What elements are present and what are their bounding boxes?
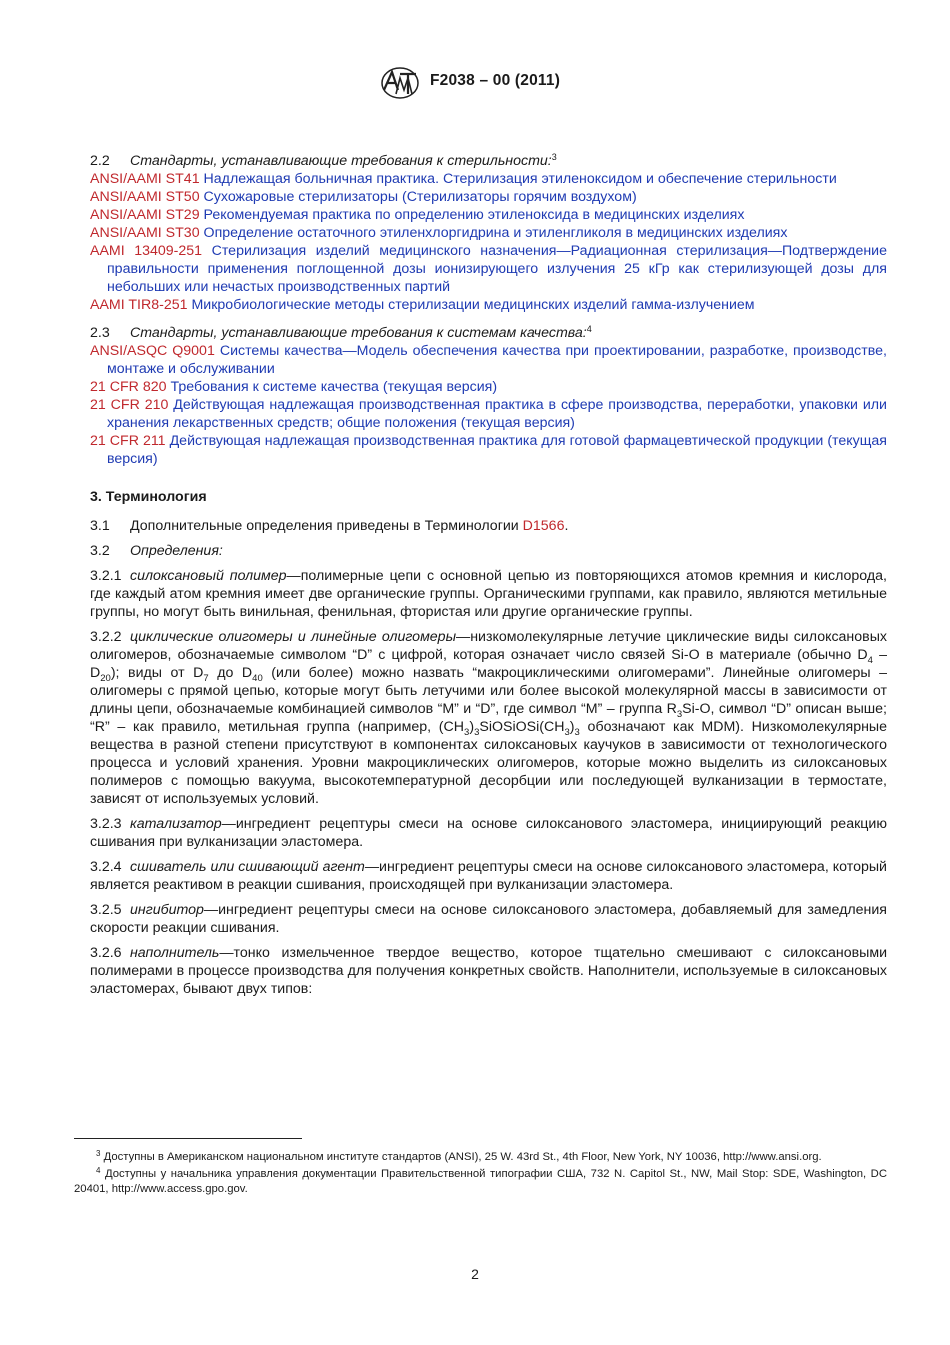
subscript: 20 bbox=[100, 672, 111, 684]
definition-text: ) bbox=[569, 719, 575, 735]
footnote-number: 4 bbox=[96, 1166, 101, 1175]
defined-term: наполнитель bbox=[130, 945, 220, 961]
definition-text: —тонко измельченное твердое вещество, которое тщательно смешивают с силоксановыми полимерами в процессе производства для получения конкретных свойств. Наполнители, используемые в силоксановых эластомерах, бывают двух типов: bbox=[90, 945, 887, 997]
section-number: 2.3 bbox=[90, 325, 110, 341]
definition-text: —полимерные цепи с основной цепью из повторяющихся атомов кремния и кислорода, где каждый атом кремния имеет две органические группы. Органическими группами, как правило, являются метильные группы, но могут быть винильная, фенильная, фтористая или другие органические группы. bbox=[90, 568, 887, 620]
page-number: 2 bbox=[471, 1266, 479, 1282]
footnote-item bbox=[74, 1150, 887, 1165]
definition-text: обозначают как MDM). Низкомолекулярные вещества в разной степени присутствуют в компонентах силоксановых каучуков в зависимости от технологического процесса и условий хранения. Уровни макроциклических олигомеров, которые можно выделить из силоксановых полимеров с помощью вакуума, высокотемпературной десорбции или последующей вулканизации в термостате, зависят от используемых условий. bbox=[90, 719, 888, 807]
reference-item bbox=[90, 188, 887, 206]
reference-code[interactable]: ANSI/AAMI ST30 bbox=[90, 225, 200, 241]
reference-code[interactable]: AAMI TIR8-251 bbox=[90, 297, 188, 313]
paragraph-number: 3.2 bbox=[90, 543, 110, 559]
reference-code[interactable]: ANSI/AAMI ST41 bbox=[90, 171, 200, 187]
defined-term: катализатор bbox=[130, 816, 222, 832]
section-title: Стандарты, устанавливающие требования к системам качества: bbox=[130, 325, 587, 341]
definition-text: ) bbox=[469, 719, 475, 735]
reference-code[interactable]: ANSI/AAMI ST50 bbox=[90, 189, 200, 205]
terminology-link[interactable]: D1566 bbox=[522, 518, 565, 534]
reference-title[interactable]: Определение остаточного этиленхлоргидрина и этиленгликоля в медицинских изделиях bbox=[203, 225, 788, 241]
definition-text: Si-O, символ “D” описан выше; “R” – как правило, метильная группа (например, (CH bbox=[90, 701, 887, 735]
reference-item bbox=[90, 170, 887, 188]
paragraph-number: 3.2.5 bbox=[90, 902, 122, 918]
reference-item bbox=[90, 378, 887, 396]
subscript: 3 bbox=[676, 708, 683, 720]
section-2-3-heading bbox=[90, 324, 887, 342]
paragraph-number: 3.2.6 bbox=[90, 945, 122, 961]
reference-code[interactable]: ANSI/ASQC Q9001 bbox=[90, 343, 215, 359]
defined-term: сшиватель или сшивающий агент bbox=[130, 859, 365, 875]
paragraph-3-2-2 bbox=[90, 628, 887, 808]
paragraph-3-2-6 bbox=[90, 944, 887, 998]
paragraph-number: 3.2.1 bbox=[90, 568, 122, 584]
reference-title[interactable]: Действующая надлежащая производственная практика для готовой фармацевтической продукции (текущая версия) bbox=[107, 433, 887, 467]
definition-text: – D bbox=[90, 647, 887, 681]
subscript: 4 bbox=[867, 654, 873, 666]
main-content bbox=[90, 152, 887, 1005]
reference-title[interactable]: Системы качества—Модель обеспечения качества при проектировании, разработке, производстве, монтаже и обслуживании bbox=[107, 343, 887, 377]
paragraph-3-2-1 bbox=[90, 567, 887, 621]
paragraph-number: 3.2.4 bbox=[90, 859, 122, 875]
reference-item bbox=[90, 224, 887, 242]
subscript: 3 bbox=[464, 726, 470, 738]
definition-text: —ингредиент рецептуры смеси на основе силоксанового эластомера, инициирующий реакцию сшивания при вулканизации эластомера. bbox=[90, 816, 887, 850]
reference-code[interactable]: 21 CFR 211 bbox=[90, 433, 166, 449]
footnote-ref: 3 bbox=[551, 152, 557, 162]
defined-term: силоксановый полимер bbox=[130, 568, 287, 584]
subscript: 3 bbox=[564, 726, 570, 738]
definition-text: (или более) можно назвать “макроциклическими олигомерами”. Линейные олигомеры – олигомеры с прямой цепью, которые могут быть летучими или более высокой молекулярной массы в зависимости от длины цепи, обозначаемые комбинацией символов “M” и “D”, где символ “M” – группа R bbox=[90, 665, 887, 717]
footnote-ref: 4 bbox=[586, 324, 592, 334]
paragraph-3-2-3 bbox=[90, 815, 887, 851]
footnote-text: Доступны в Американском национальном институте стандартов (ANSI), 25 W. 43rd St., 4th Floor, New York, NY 10036, http://www.ansi.org. bbox=[103, 1151, 822, 1163]
footnote-text: Доступны у начальника управления документации Правительственной типографии США, 732 N. Capitol St., NW, Mail Stop: SDE, Washington, DC 20401, http://www.access.gpo.gov. bbox=[74, 1168, 887, 1195]
reference-code[interactable]: AAMI 13409-251 bbox=[90, 243, 203, 259]
paragraph-number: 3.1 bbox=[90, 518, 110, 534]
reference-title[interactable]: Надлежащая больничная практика. Стерилизация этиленоксидом и обеспечение стерильности bbox=[203, 171, 837, 187]
footnote-divider bbox=[74, 1138, 302, 1139]
definition-text: до D bbox=[208, 665, 253, 681]
reference-title[interactable]: Действующая надлежащая производственная практика в сфере производства, переработки, упаковки или хранения лекарственных средств; общие положения (текущая версия) bbox=[107, 397, 887, 431]
definition-text: —низкомолекулярные летучие циклические виды силоксановых олигомеров, обозначаемые символом “D” с цифрой, которая означает число связей Si-O в материале (обычно D bbox=[90, 629, 887, 663]
subscript: 3 bbox=[474, 726, 480, 738]
section-2-2-heading bbox=[90, 152, 887, 170]
footnote-item bbox=[74, 1167, 887, 1197]
paragraph-3-2 bbox=[90, 542, 887, 560]
definition-text: —ингредиент рецептуры смеси на основе силоксанового эластомера, добавляемый для замедления скорости реакции сшивания. bbox=[90, 902, 887, 936]
page-header bbox=[0, 62, 950, 102]
reference-item bbox=[90, 206, 887, 224]
quality-standards-list bbox=[90, 342, 887, 468]
reference-code[interactable]: 21 CFR 820 bbox=[90, 379, 167, 395]
footnote-number: 3 bbox=[96, 1149, 101, 1158]
punctuation: . bbox=[564, 518, 569, 534]
astm-logo-icon bbox=[378, 66, 422, 100]
reference-code[interactable]: 21 CFR 210 bbox=[90, 397, 169, 413]
document-id: F2038 – 00 (2011) bbox=[430, 72, 561, 89]
subscript: 3 bbox=[574, 726, 580, 738]
section-3-heading: 3. Терминология bbox=[90, 489, 207, 505]
paragraph-text: Дополнительные определения приведены в Терминологии bbox=[130, 518, 523, 534]
paragraph-3-2-4 bbox=[90, 858, 887, 894]
paragraph-number: 3.2.3 bbox=[90, 816, 122, 832]
reference-title[interactable]: Требования к системе качества (текущая версия) bbox=[170, 379, 498, 395]
reference-item bbox=[90, 242, 887, 296]
section-number: 2.2 bbox=[90, 153, 110, 169]
reference-title[interactable]: Микробиологические методы стерилизации медицинских изделий гамма-излучением bbox=[191, 297, 755, 313]
paragraph-number: 3.2.2 bbox=[90, 629, 122, 645]
reference-item bbox=[90, 396, 887, 432]
reference-title[interactable]: Сухожаровые стерилизаторы (Стерилизаторы горячим воздухом) bbox=[203, 189, 637, 205]
paragraph-text: Определения: bbox=[130, 543, 223, 559]
subscript: 7 bbox=[203, 672, 209, 684]
paragraph-3-2-5 bbox=[90, 901, 887, 937]
defined-term: циклические олигомеры и линейные олигомеры bbox=[130, 629, 457, 645]
section-title: Стандарты, устанавливающие требования к стерильности: bbox=[130, 153, 552, 169]
paragraph-3-1 bbox=[90, 517, 887, 535]
definition-text: ); виды от D bbox=[110, 665, 204, 681]
reference-title[interactable]: Стерилизация изделий медицинского назначения—Радиационная стерилизация—Подтверждение правильности применения поглощенной дозы ионизирующего излучения 25 кГр как стерилизующей дозы для небольших или нечастых производственных партий bbox=[107, 243, 887, 295]
sterility-standards-list bbox=[90, 170, 887, 314]
reference-item bbox=[90, 296, 887, 314]
reference-item bbox=[90, 342, 887, 378]
reference-title[interactable]: Рекомендуемая практика по определению этиленоксида в медицинских изделиях bbox=[203, 207, 745, 223]
footnotes bbox=[74, 1150, 887, 1199]
definition-text: —ингредиент рецептуры смеси на основе силоксанового эластомера, который является реактивом в реакции сшивания, происходящей при вулканизации эластомера. bbox=[90, 859, 887, 893]
reference-item bbox=[90, 432, 887, 468]
definition-text: SiOSiOSi(CH bbox=[479, 719, 565, 735]
defined-term: ингибитор bbox=[130, 902, 204, 918]
subscript: 40 bbox=[252, 672, 263, 684]
reference-code[interactable]: ANSI/AAMI ST29 bbox=[90, 207, 200, 223]
